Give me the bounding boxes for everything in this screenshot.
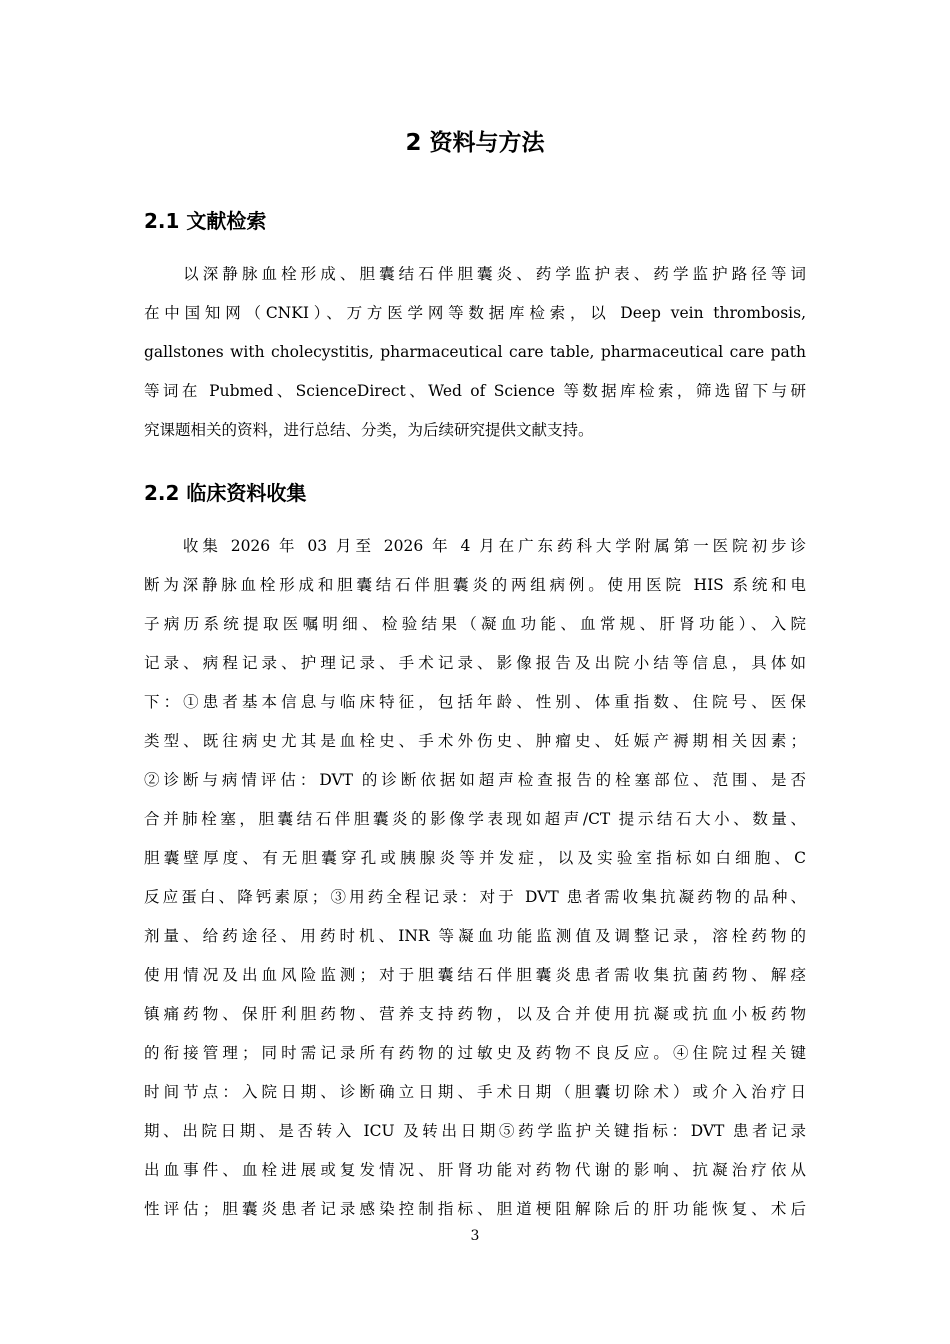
paragraph-line: 子病历系统提取医嘱明细、检验结果（凝血功能、血常规、肝肾功能）、入院 — [144, 615, 806, 633]
paragraph-line: 记录、病程记录、护理记录、手术记录、影像报告及出院小结等信息，具体如 — [144, 654, 806, 672]
paragraph-line: 时间节点：入院日期、诊断确立日期、手术日期（胆囊切除术）或介入治疗日 — [144, 1083, 806, 1101]
paragraph-line: 等词在 Pubmed、ScienceDirect、Wed of Science 等数据库检索，筛选留下与研 — [144, 382, 806, 400]
section-title-clinical-data: 2.2 临床资料收集 — [144, 481, 307, 505]
paragraph-literature-search — [144, 255, 806, 450]
paragraph-line: 反应蛋白、降钙素原；③用药全程记录：对于 DVT 患者需收集抗凝药物的品种、 — [144, 888, 806, 906]
paragraph-line: 合并肺栓塞，胆囊结石伴胆囊炎的影像学表现如超声/CT 提示结石大小、数量、 — [144, 810, 806, 828]
paragraph-clinical-data — [144, 527, 806, 1229]
paragraph-line: gallstones with cholecystitis, pharmaceutical care table, pharmaceutical care path — [144, 343, 806, 361]
paragraph-line: 在中国知网（CNKI）、万方医学网等数据库检索，以 Deep vein thrombosis, — [144, 304, 806, 322]
section-title-literature-search: 2.1 文献检索 — [144, 209, 267, 233]
paragraph-line: ②诊断与病情评估：DVT 的诊断依据如超声检查报告的栓塞部位、范围、是否 — [144, 771, 806, 789]
page-number: 3 — [470, 1228, 480, 1244]
paragraph-line: 收集 2026 年 03 月至 2026 年 4 月在广东药科大学附属第一医院初步诊 — [144, 537, 806, 555]
paragraph-line: 的衔接管理；同时需记录所有药物的过敏史及药物不良反应。④住院过程关键 — [144, 1044, 806, 1062]
paragraph-line: 剂量、给药途径、用药时机、INR 等凝血功能监测值及调整记录，溶栓药物的 — [144, 927, 806, 945]
paragraph-line: 胆囊壁厚度、有无胆囊穿孔或胰腺炎等并发症，以及实验室指标如白细胞、C — [144, 849, 806, 867]
paragraph-line: 以深静脉血栓形成、胆囊结石伴胆囊炎、药学监护表、药学监护路径等词 — [144, 265, 806, 283]
paragraph-line: 期、出院日期、是否转入 ICU 及转出日期⑤药学监护关键指标：DVT 患者记录 — [144, 1122, 806, 1140]
paragraph-line: 究课题相关的资料，进行总结、分类，为后续研究提供文献支持。 — [144, 421, 594, 439]
paragraph-line: 出血事件、血栓进展或复发情况、肝肾功能对药物代谢的影响、抗凝治疗依从 — [144, 1161, 806, 1179]
paragraph-line: 断为深静脉血栓形成和胆囊结石伴胆囊炎的两组病例。使用医院 HIS 系统和电 — [144, 576, 806, 594]
chapter-title: 2 资料与方法 — [405, 130, 545, 156]
paragraph-line: 类型、既往病史尤其是血栓史、手术外伤史、肿瘤史、妊娠产褥期相关因素； — [144, 732, 806, 750]
paragraph-line: 性评估；胆囊炎患者记录感染控制指标、胆道梗阻解除后的肝功能恢复、术后 — [144, 1200, 806, 1218]
paragraph-line: 镇痛药物、保肝利胆药物、营养支持药物，以及合并使用抗凝或抗血小板药物 — [144, 1005, 806, 1023]
paragraph-line: 使用情况及出血风险监测；对于胆囊结石伴胆囊炎患者需收集抗菌药物、解痉 — [144, 966, 806, 984]
paragraph-line: 下：①患者基本信息与临床特征，包括年龄、性别、体重指数、住院号、医保 — [144, 693, 806, 711]
